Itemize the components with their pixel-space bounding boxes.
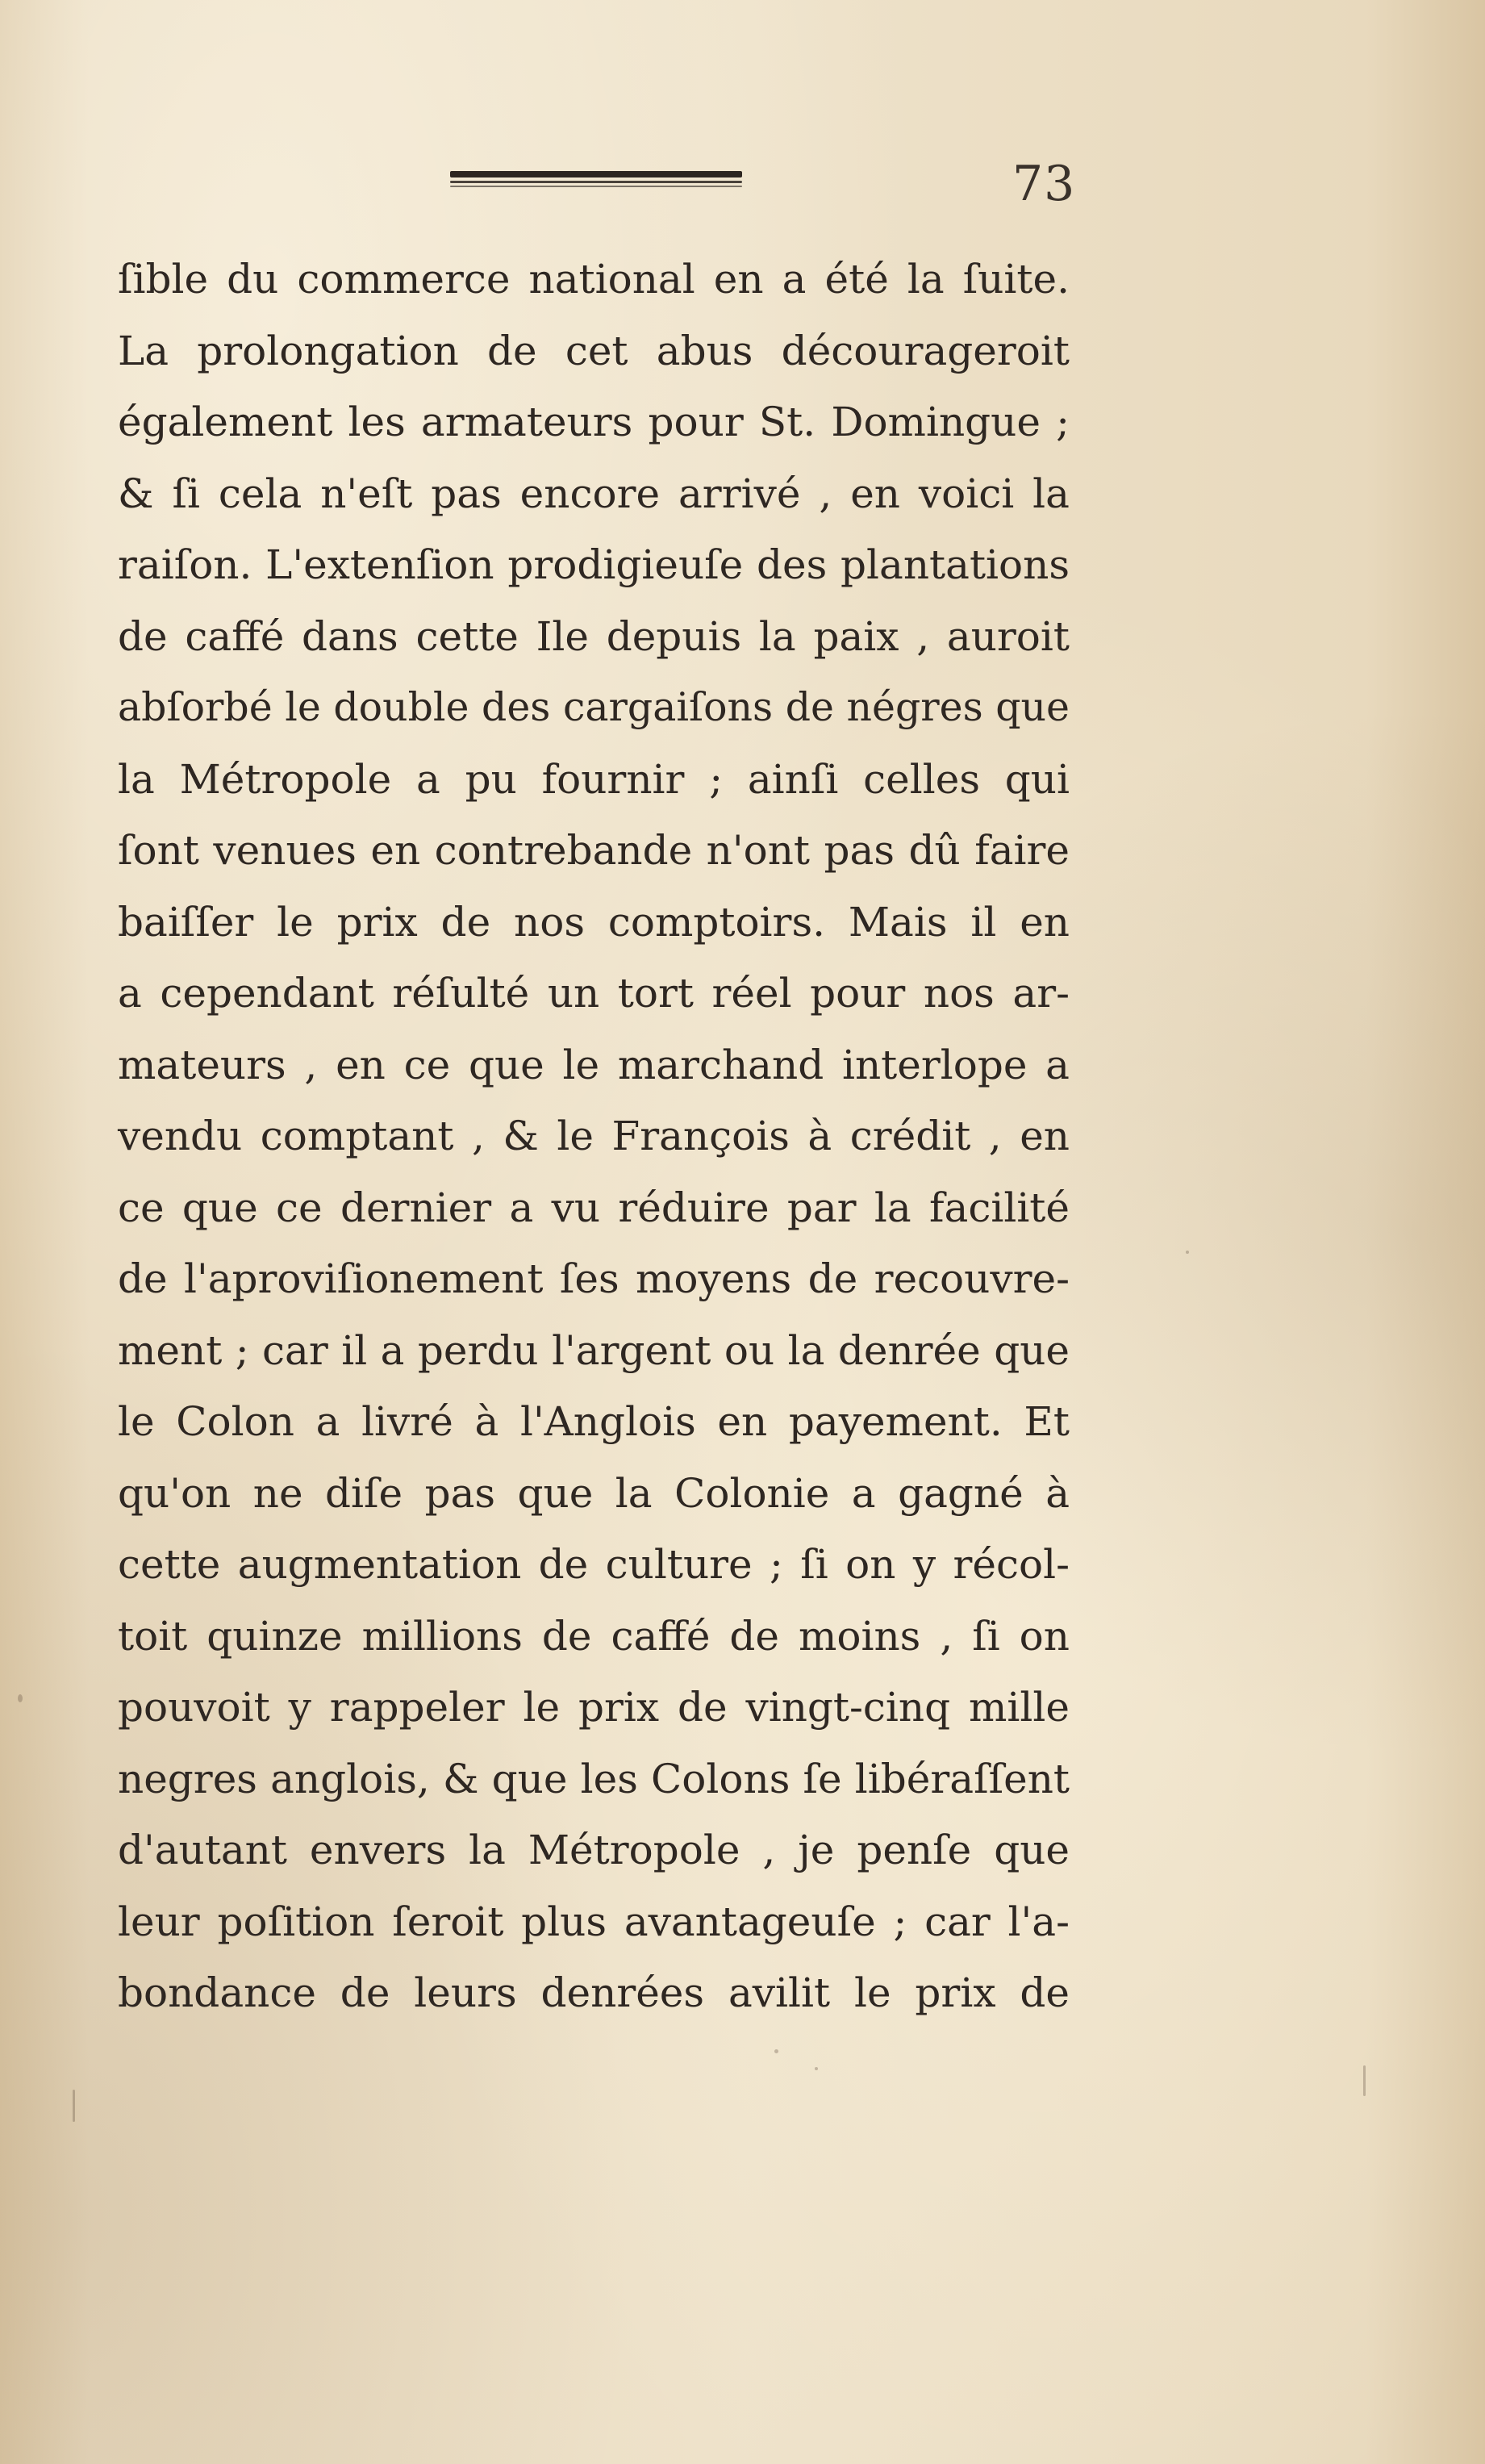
text-line: abſorbé le double des cargaiſons de négres que [118,684,1070,730]
text-line: ce que ce dernier a vu réduire par la facilité [118,1184,1070,1231]
text-line: raiſon. L'extenſion prodigieuſe des plantations [118,541,1070,588]
page-number: 73 [1012,156,1076,212]
text-line: mateurs , en ce que le marchand interlope a [118,1041,1070,1088]
rule-thin-line [450,181,742,183]
text-line: la Métropole a pu fournir ; ainſi celles qui [118,755,1070,803]
text-line: le Colon a livré à l'Anglois en payement. Et [118,1398,1070,1445]
body-text [118,244,1070,2029]
text-line: a cependant réſulté un tort réel pour nos ar- [118,970,1070,1017]
rule-thick-line [450,171,742,177]
paper-speck [18,1694,23,1702]
text-line: toit quinze millions de caffé de moins , ſi on [118,1612,1070,1660]
text-line: cette augmentation de culture ; ſi on y récol- [118,1541,1070,1588]
text-line: & ſi cela n'eſt pas encore arrivé , en voici la [118,470,1070,517]
text-line: ment ; car il a perdu l'argent ou la denrée que [118,1326,1070,1374]
text-line: qu'on ne diſe pas que la Colonie a gagné à [118,1469,1070,1517]
text-line: ſont venues en contrebande n'ont pas dû faire [118,827,1070,874]
paper-speck [815,2067,818,2070]
text-line: de l'aproviſionement ſes moyens de recouvre- [118,1255,1070,1302]
text-line: d'autant envers la Métropole , je penſe que [118,1827,1070,1873]
paper-speck [1363,2065,1366,2096]
text-line: vendu comptant , & le François à crédit , en [118,1113,1070,1159]
text-line: également les armateurs pour St. Domingue ; [118,399,1070,445]
paper-speck [73,2090,75,2122]
text-line: ſible du commerce national en a été la ſuite. [118,256,1070,303]
paper-speck [774,2049,778,2053]
header-ornament-rule [450,171,742,189]
text-line: negres anglois, & que les Colons ſe libéraſſent [118,1755,1070,1802]
paper-speck [1186,1251,1189,1254]
text-line: de caffé dans cette Ile depuis la paix , auroit [118,612,1070,660]
text-line: leur poſition ſeroit plus avantageuſe ; car l'a- [118,1898,1070,1945]
text-line: pouvoit y rappeler le prix de vingt-cinq mille [118,1684,1070,1731]
text-line: La prolongation de cet abus décourageroit [118,327,1070,374]
rule-hairline [450,186,742,187]
text-line: baiſſer le prix de nos comptoirs. Mais il en [118,898,1070,946]
text-line: bondance de leurs denrées avilit le prix de [118,1969,1070,2016]
